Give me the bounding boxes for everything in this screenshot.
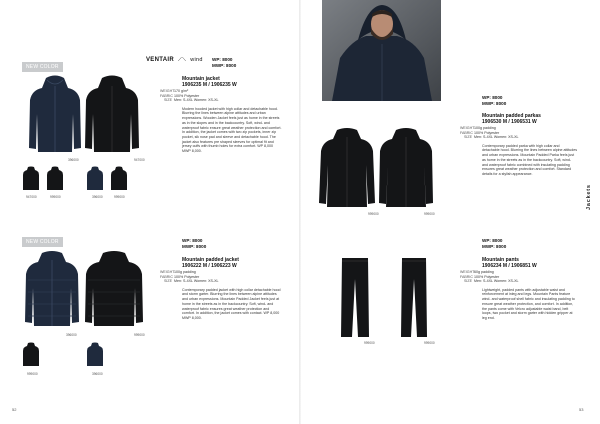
color-code: 999000 [424, 212, 435, 216]
product-article: 1906530 M / 1906531 W [482, 119, 537, 125]
thumbnail-black-men [22, 166, 40, 192]
product-title: Mountain padded jacket [182, 257, 239, 263]
color-code: 947000 [26, 195, 37, 199]
parka-women-image [378, 127, 434, 209]
black-jacket-image [84, 74, 140, 156]
thumbnail-black-padded [22, 342, 40, 368]
product-description: Modern hooded jacket with high collar and detachable hood. Blurring the lines between alpine attitudes and urban expressions. Wooden Jacket feels just as home in the streets as in the slopes and in the backcountry. Soft, wind- and waterproof fabric ensure great weather protection and comfort. In addition, the jacket comes with two zip pockets, inner zip pocket, sik nose pad and sleeve and detachable hood. The jacket also features pre shaped sleeves for optimal fit and jersey cuffs with thumb holes for extra comfort. WP 8,000 MWP 8,000. [182, 106, 282, 154]
color-code: 999000 [50, 195, 61, 199]
product-description: Contemporary padded jacket with high collar detachable hood and storm garter. Blurring the lines between alpine attitudes and urban expressions. Mountain Padded Jacket feels just at home in the streets as in the backcountry. Soft, wind- and waterproof fabric ensures great weather protection and comfort. In addition, the jacket comes with contact. WP 8,000 MWP 8,000. [182, 287, 281, 320]
mwp-rating: MWP: 8000 [212, 63, 237, 68]
product-description: Contemporary padded parka with high collar and detachable hood. Blurring the lines between alpine attitudes and urban expressions. Mountain Padded Parka feels just as home in the streets as in the backcountry. Soft, wind- and waterproof fabric combined with insulating padding ensures great weather protection and comfort. Standard details for a stylish appearance. [482, 143, 578, 176]
brand-name: VENTAIR [146, 57, 174, 63]
mwp-rating: MWP: 8000 [182, 244, 207, 249]
pants-info [460, 257, 578, 321]
padded-jacket-ratings [182, 238, 206, 250]
mwp-rating: MWP: 8000 [482, 101, 507, 106]
wp-rating: WP: 8000 [182, 238, 203, 243]
brand-logo [146, 57, 203, 64]
pants-ratings [482, 238, 506, 250]
product-specs: WEIGHT170 g/m² FABRIC100% Polyester SIZE Men: S-4XL Women: XS-XL [160, 89, 219, 103]
product-description: Lightweight, padded pants with adjustable waist and reinforcement at inleg and legs. Mountain Pants feature wind- and waterproof shell fabric and insulating padding to ensure great weather protection, and comfort. In addition, the pants come with Velcro adjustable waist band, belt loops, two pocket and storm garter with hidden gripper at leg end. [482, 287, 575, 320]
product-specs: WEIGHT60g padding FABRIC100% Polyester SIZE Men: S-4XL Women: XS-XL [460, 270, 519, 284]
parka-men-image [318, 127, 376, 209]
parka-ratings [482, 95, 506, 107]
product-title: Mountain pants [482, 257, 519, 263]
wp-rating: WP: 8000 [482, 95, 503, 100]
thumbnail-navy-padded [86, 342, 104, 368]
black-padded-jacket-image [84, 250, 144, 330]
new-color-badge: NEW COLOR [22, 62, 63, 72]
wind-icon: ⟋⟍ [177, 57, 187, 63]
product-article: 1906235 M / 1906235 W [182, 82, 237, 88]
mwp-rating: MWP: 8000 [482, 244, 507, 249]
color-code: 999000 [114, 195, 125, 199]
color-code: 396000 [68, 158, 79, 162]
color-code: 396000 [66, 333, 77, 337]
model-photo [322, 0, 441, 101]
color-code: 947000 [134, 158, 145, 162]
wp-rating: WP: 8000 [212, 57, 233, 62]
wp-rating: WP: 8000 [482, 238, 503, 243]
color-code: 999000 [364, 341, 375, 345]
product-title: Mountain jacket [182, 76, 220, 82]
parka-info [460, 113, 578, 177]
thumbnail-black-women [46, 166, 64, 192]
product-article: 1906222 M / 1906223 W [182, 263, 237, 269]
padded-jacket-info [160, 257, 282, 321]
color-code: 999000 [27, 372, 38, 376]
color-code: 999000 [134, 333, 145, 337]
pants-men-image [340, 257, 370, 339]
page-number: 52 [12, 407, 17, 412]
page-number: 53 [579, 407, 584, 412]
section-label: Jackets [586, 184, 592, 210]
product-article: 1906234 M / 1906851 W [482, 263, 537, 269]
thumbnail-navy-women [86, 166, 104, 192]
navy-jacket-image [28, 74, 82, 156]
product-specs: WEIGHT100g padding FABRIC100% Polyester SIZE Men: S-4XL Women: XS-XL [460, 126, 519, 140]
navy-padded-jacket-image [24, 250, 80, 330]
new-color-badge: NEW COLOR [22, 237, 63, 247]
brand-suffix: wind [190, 57, 203, 63]
thumbnail-black-women-2 [110, 166, 128, 192]
product-specs: WEIGHT100g padding FABRIC100% Polyester SIZE Men: S-4XL Women: XS-XL [160, 270, 219, 284]
color-code: 999000 [368, 212, 379, 216]
color-code: 396000 [92, 195, 103, 199]
product-title: Mountain padded parkas [482, 113, 541, 119]
jacket-info [160, 76, 282, 154]
color-code: 396000 [92, 372, 103, 376]
jacket-ratings [212, 57, 236, 69]
page-gutter [299, 0, 301, 424]
color-code: 999000 [424, 341, 435, 345]
pants-women-image [400, 257, 428, 339]
